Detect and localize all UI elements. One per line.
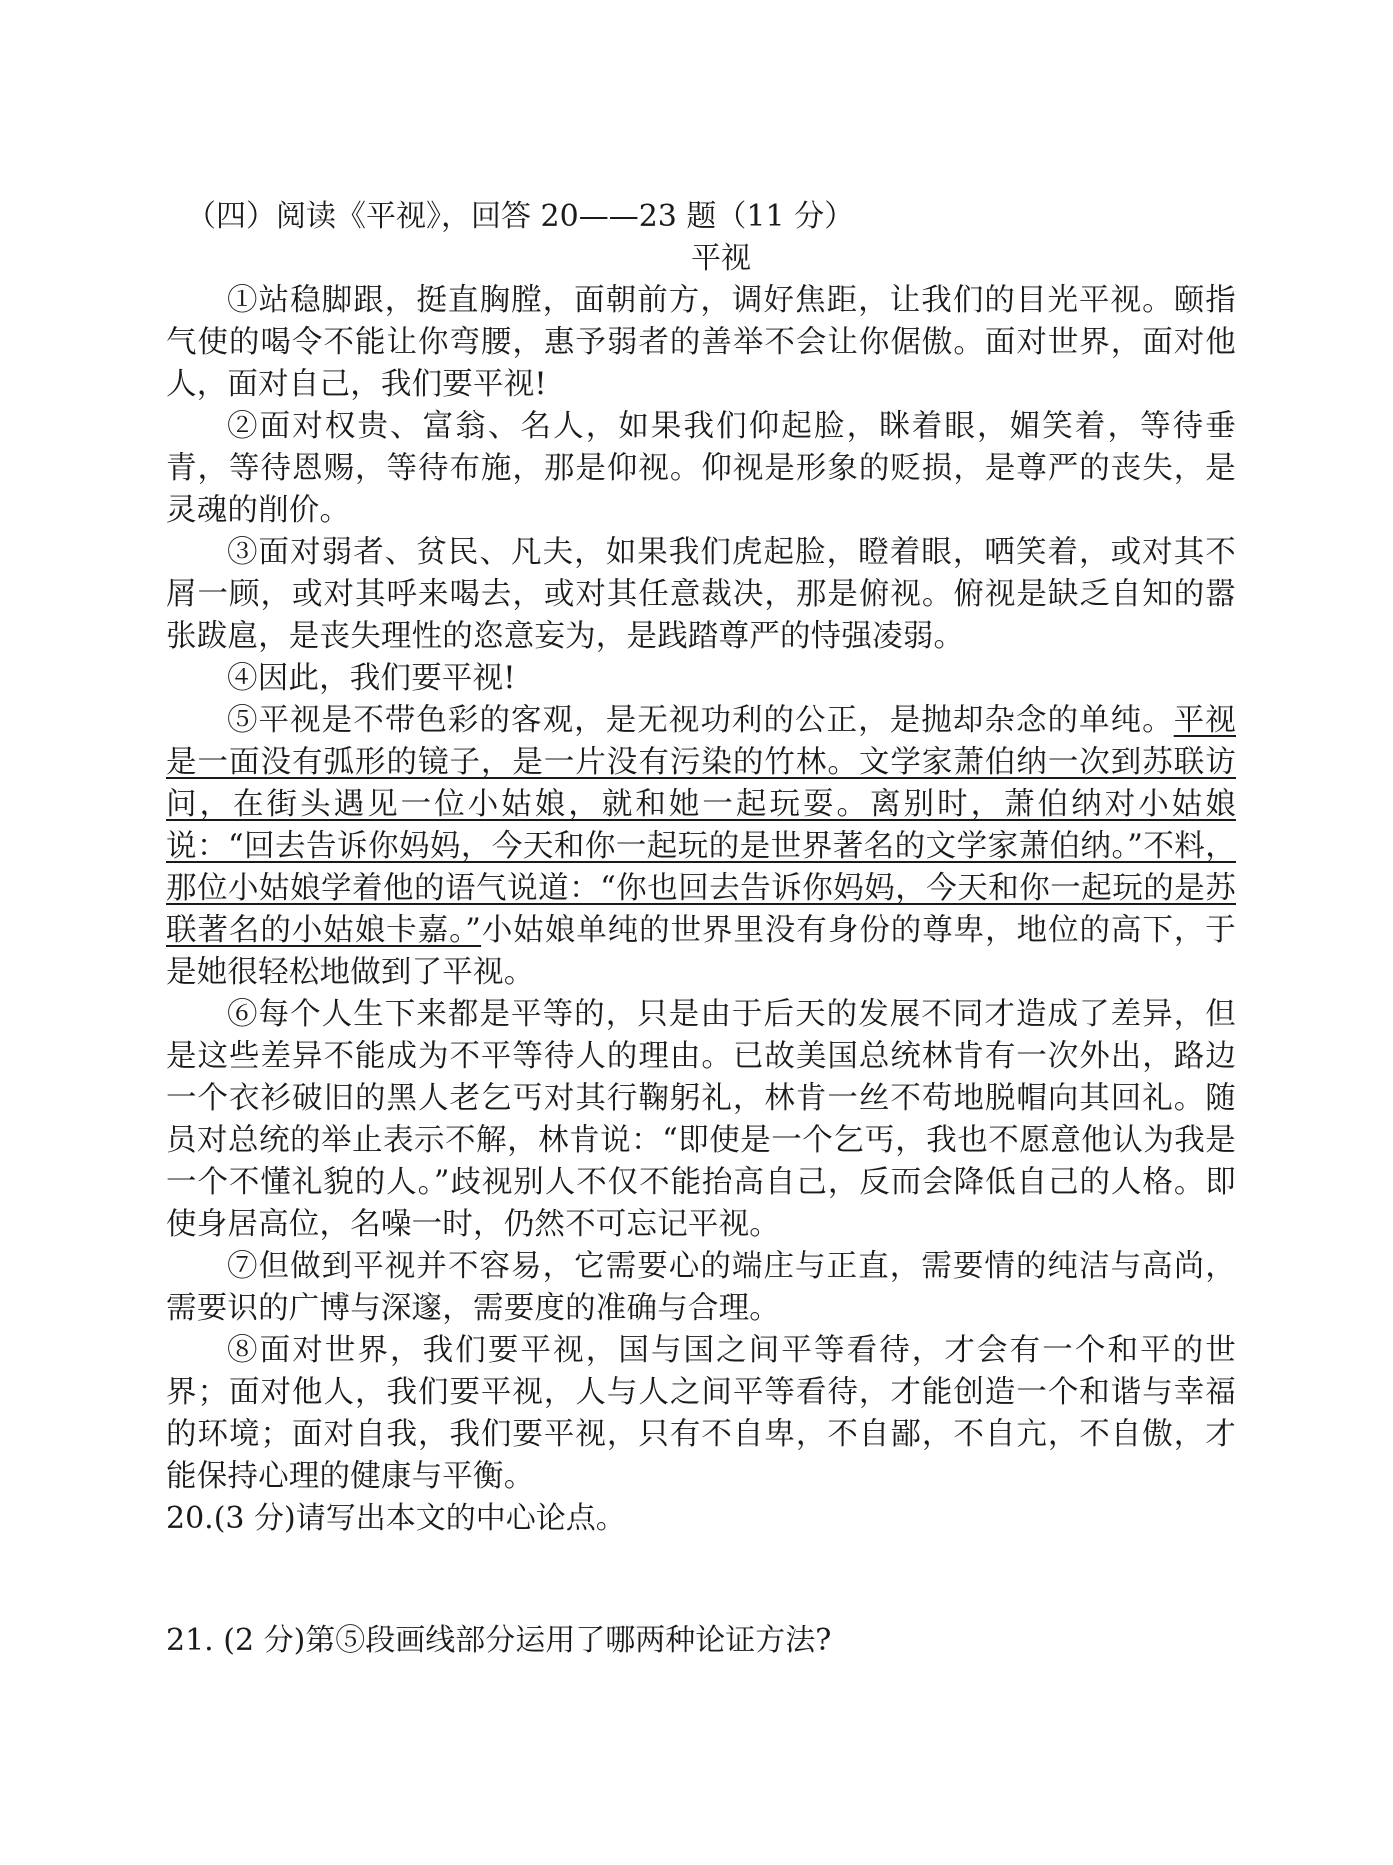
question-20: 20.(3 分)请写出本文的中心论点。 <box>166 1501 626 1536</box>
paragraph-4: ④因此，我们要平视! <box>227 661 516 696</box>
paragraph-6: ⑥每个人生下来都是平等的，只是由于后天的发展不同才造成了差异，但是这些差异不能成为不平等待人的理由。已故美国总统林肯有一次外出，路边一个衣衫破旧的黑人老乞丐对其行鞠躬礼，林肯一丝不苟地脱帽向其回礼。随员对总统的举止表示不解，林肯说：“即使是一个乞丐，我也不愿意他认为我是一个不懂礼貌的人。”歧视别人不仅不能抬高自己，反而会降低自己的人格。即使身居高位，名噪一时，仍然不可忘记平视。 <box>166 997 1236 1242</box>
paragraph-5-underlined: 平视是一面没有弧形的镜子，是一片没有污染的竹林。文学家萧伯纳一次到苏联访问，在街头遇见一位小姑娘，就和她一起玩耍。离别时，萧伯纳对小姑娘说：“回去告诉你妈妈，今天和你一起玩的是世界著名的文学家萧伯纳。”不料，那位小姑娘学着他的语气说道：“你也回去告诉你妈妈，今天和你一起玩的是苏联著名的小姑娘卡嘉。” <box>166 703 1236 948</box>
paragraph-5-start: ⑤平视是不带色彩的客观，是无视功利的公正，是抛却杂念的单纯。 <box>227 703 1174 738</box>
paragraph-7: ⑦但做到平视并不容易，它需要心的端庄与正直，需要情的纯洁与高尚，需要识的广博与深邃，需要度的准确与合理。 <box>166 1249 1236 1326</box>
exam-page <box>166 196 1236 1742</box>
paragraph-5 <box>166 700 1236 994</box>
paragraph-8: ⑧面对世界，我们要平视，国与国之间平等看待，才会有一个和平的世界；面对他人，我们要平视，人与人之间平等看待，才能创造一个和谐与幸福的环境；面对自我，我们要平视，只有不自卑，不自鄙，不自亢，不自傲，才能保持心理的健康与平衡。 <box>166 1333 1236 1494</box>
paragraph-5-end: 小姑娘单纯的世界里没有身份的尊卑，地位的高下，于是她很轻松地做到了平视。 <box>166 913 1236 990</box>
article-title: 平视 <box>691 241 751 276</box>
answer-space-21[interactable] <box>166 1662 1236 1742</box>
paragraph-1: ①站稳脚跟，挺直胸膛，面朝前方，调好焦距，让我们的目光平视。颐指气使的喝令不能让你弯腰，惠予弱者的善举不会让你倨傲。面对世界，面对他人，面对自己，我们要平视! <box>166 283 1236 402</box>
section-heading: （四）阅读《平视》，回答 20——23 题（11 分） <box>186 199 855 234</box>
question-21: 21. (2 分)第⑤段画线部分运用了哪两种论证方法? <box>166 1623 832 1658</box>
paragraph-2: ②面对权贵、富翁、名人，如果我们仰起脸，眯着眼，媚笑着，等待垂青，等待恩赐，等待布施，那是仰视。仰视是形象的贬损，是尊严的丧失，是灵魂的削价。 <box>166 409 1236 528</box>
paragraph-3: ③面对弱者、贫民、凡夫，如果我们虎起脸，瞪着眼，哂笑着，或对其不屑一顾，或对其呼来喝去，或对其任意裁决，那是俯视。俯视是缺乏自知的嚣张跋扈，是丧失理性的恣意妄为，是践踏尊严的恃强凌弱。 <box>166 535 1236 654</box>
answer-space-20[interactable] <box>166 1540 1236 1620</box>
